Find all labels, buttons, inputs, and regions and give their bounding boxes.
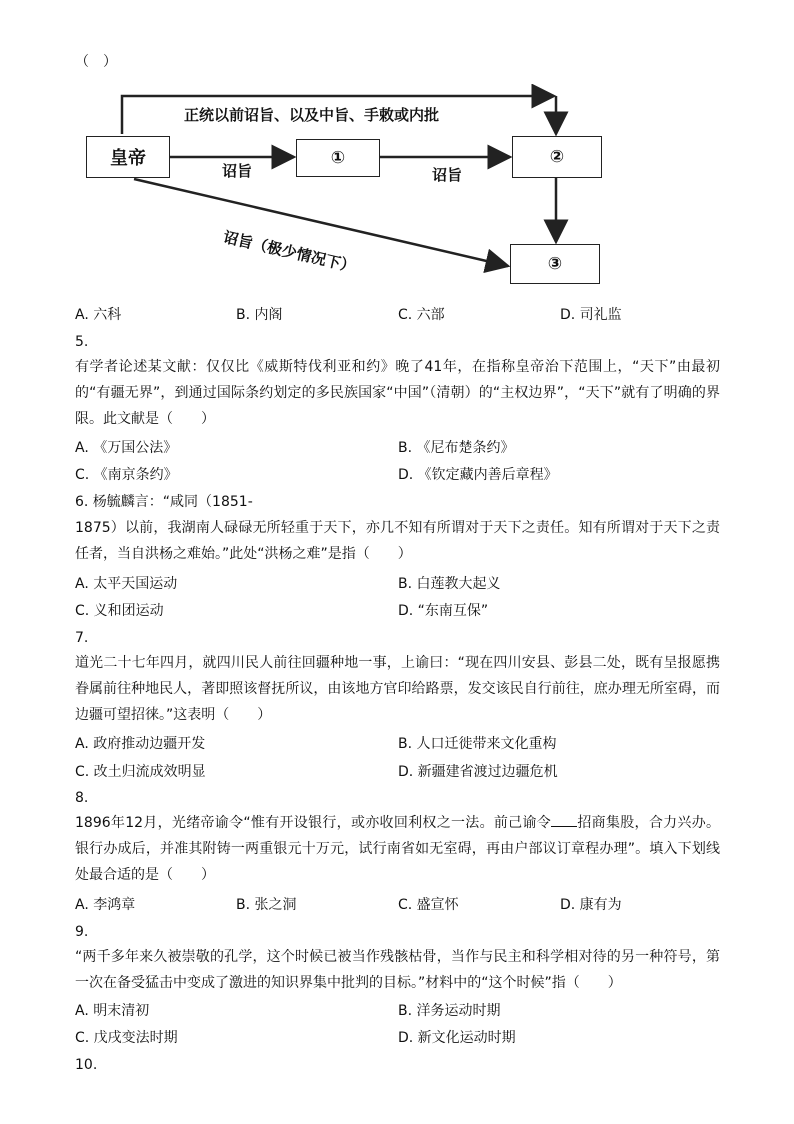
q10-number: 10. bbox=[75, 1057, 98, 1073]
q9-stem: “两千多年来久被崇敬的孔学，这个时候已被当作残骸枯骨，当作与民主和科学相对待的另一种符号，第一次在备受猛击中变成了激进的知识界集中批判的目标。”材料中的“这个时候”指（ ） bbox=[75, 949, 720, 991]
q4-option-a: A. 六科 bbox=[75, 307, 122, 323]
q4-option-c: C. 六部 bbox=[398, 307, 445, 323]
q5-stem: 有学者论述某文献：仅仅比《威斯特伐利亚和约》晚了41年，在指称皇帝治下范围上，“天下”由最初的“有疆无界”，到通过国际条约划定的多民族国家“中国”（清朝）的“主权边界”，“天下”就有了明确的界限。此文献是（ ） bbox=[75, 359, 720, 427]
q7-option-a: A. 政府推动边疆开发 bbox=[75, 736, 206, 752]
q5-option-a: A. 《万国公法》 bbox=[75, 440, 178, 456]
q7-option-b: B. 人口迁徙带来文化重构 bbox=[398, 736, 557, 752]
q5-option-d: D. 《钦定藏内善后章程》 bbox=[398, 467, 558, 483]
q4-paren: （ ） bbox=[75, 54, 117, 70]
q5-option-b: B. 《尼布楚条约》 bbox=[398, 440, 515, 456]
q7-option-d: D. 新疆建省渡过边疆危机 bbox=[398, 764, 558, 780]
node3-box: ③ bbox=[510, 244, 600, 284]
q6-option-d: D. “东南互保” bbox=[398, 603, 489, 619]
q6-option-c: C. 义和团运动 bbox=[75, 603, 164, 619]
q8-option-b: B. 张之洞 bbox=[236, 897, 297, 913]
q8-stem-after: 招商集股，合力兴办。银行办成后，并准其附铸一两重银元十万元，试行南省如无室碍，再由户部议订章程办理”。填入下划线处最合适的是（ ） bbox=[75, 815, 721, 883]
emperor-box: 皇帝 bbox=[86, 136, 170, 178]
q8-option-c: C. 盛宣怀 bbox=[398, 897, 459, 913]
q6-line1: 6. 杨毓麟言：“咸同（1851- bbox=[75, 494, 253, 510]
q7-stem: 道光二十七年四月，就四川民人前往回疆种地一事，上谕曰：“现在四川安县、彭县二处，既有呈报愿携眷属前往种地民人，著即照该督抚所议，由该地方官印给路票，发交该民自行前往，庶办理无所室碍，而边疆可望招徕。”这表明（ ） bbox=[75, 655, 720, 723]
q8-stem bbox=[75, 810, 720, 888]
q5-number: 5. bbox=[75, 334, 89, 350]
q9-option-b: B. 洋务运动时期 bbox=[398, 1003, 501, 1019]
q4-flow-diagram bbox=[84, 84, 624, 294]
diagonal-label: 诏旨（极少情况下） bbox=[221, 227, 358, 276]
q6-option-a: A. 太平天国运动 bbox=[75, 576, 178, 592]
q8-stem-before: 1896年12月，光绪帝谕令“惟有开设银行，或亦收回利权之一法。前己谕令 bbox=[75, 815, 552, 831]
q8-option-a: A. 李鸿章 bbox=[75, 897, 136, 913]
q9-number: 9. bbox=[75, 924, 89, 940]
q8-blank-underline bbox=[551, 814, 577, 827]
node2-box: ② bbox=[512, 136, 602, 178]
q8-option-d: D. 康有为 bbox=[560, 897, 622, 913]
q4-option-d: D. 司礼监 bbox=[560, 307, 622, 323]
q6-option-b: B. 白莲教大起义 bbox=[398, 576, 501, 592]
edge1-label: 诏旨 bbox=[222, 162, 253, 180]
top-route-label: 正统以前诏旨、以及中旨、手敕或内批 bbox=[184, 106, 440, 124]
node1-box: ① bbox=[296, 139, 380, 177]
q9-option-d: D. 新文化运动时期 bbox=[398, 1030, 516, 1046]
q6-stem: 1875）以前，我湖南人碌碌无所轻重于天下，亦几不知有所谓对于天下之责任。知有所谓对于天下之责任者，当自洪杨之难始。”此处“洪杨之难”是指（ ） bbox=[75, 520, 720, 562]
q7-number: 7. bbox=[75, 630, 89, 646]
q8-number: 8. bbox=[75, 790, 89, 806]
edge2-label: 诏旨 bbox=[432, 166, 463, 184]
q5-option-c: C. 《南京条约》 bbox=[75, 467, 178, 483]
q4-option-b: B. 内阁 bbox=[236, 307, 283, 323]
q9-option-a: A. 明末清初 bbox=[75, 1003, 150, 1019]
q7-option-c: C. 改土归流成效明显 bbox=[75, 764, 206, 780]
q9-option-c: C. 戊戌变法时期 bbox=[75, 1030, 178, 1046]
